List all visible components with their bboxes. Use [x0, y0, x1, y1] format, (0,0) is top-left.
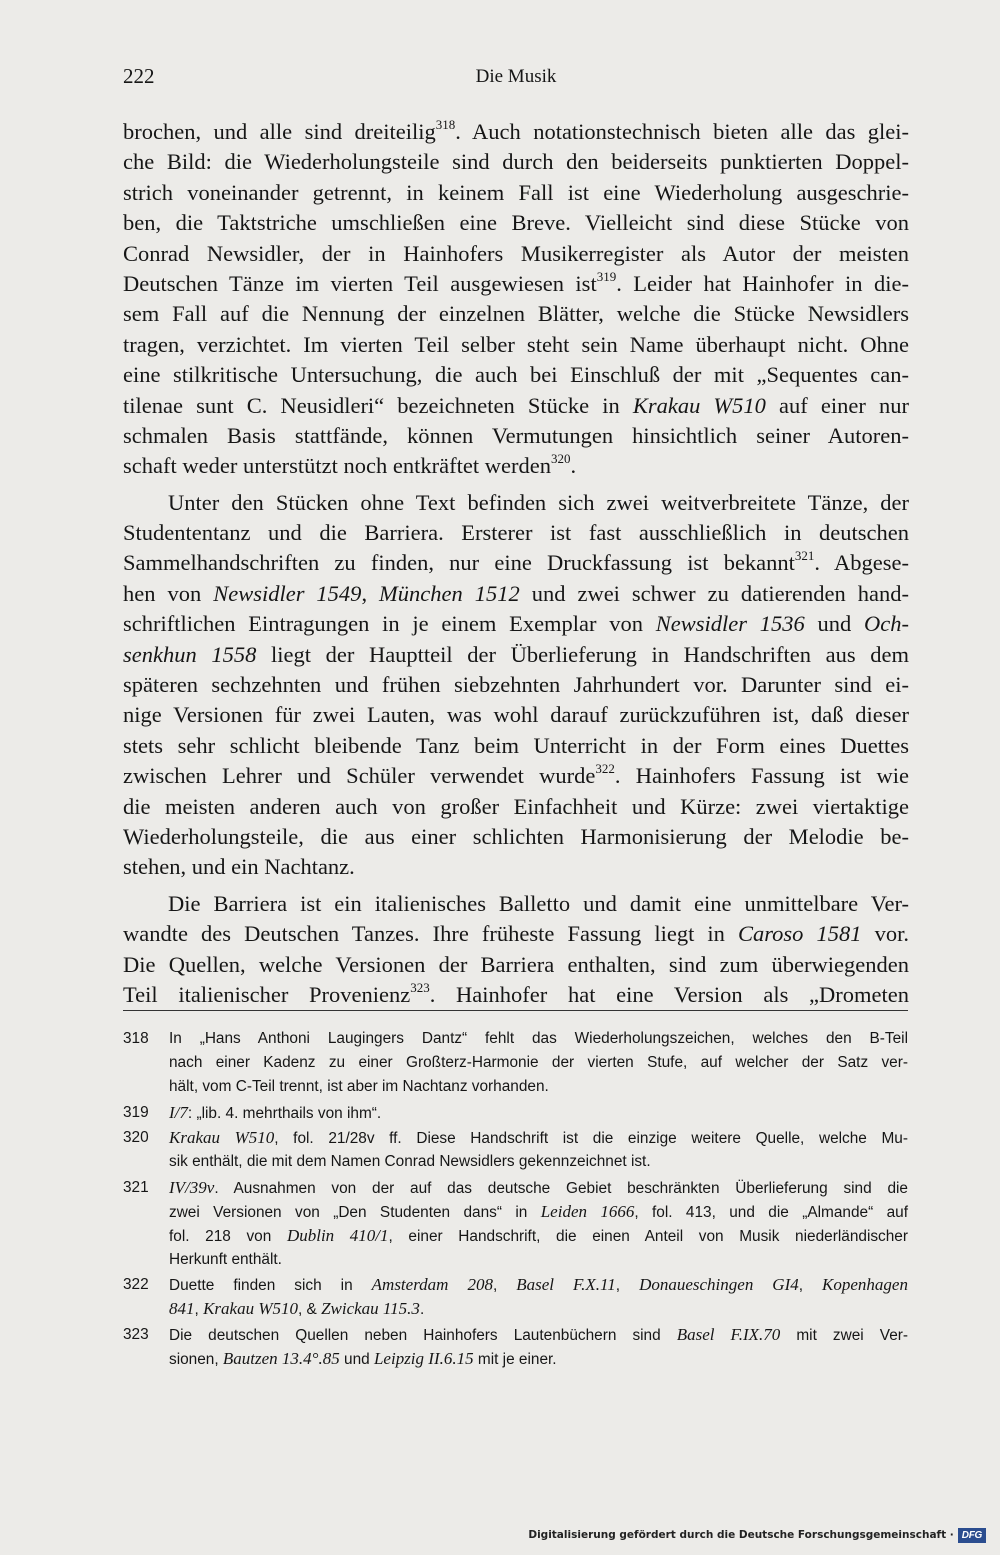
footnote-number: 322 — [123, 1276, 149, 1293]
text-line: sem Fall auf die Nennung der einzelnen Blätter, welche die Stücke Newsidlers — [123, 301, 909, 327]
text-line: Die Barriera ist ein italienisches Balletto und damit eine unmittelbare Ver- — [168, 890, 909, 916]
text-line: eine stilkritische Untersuchung, die auch bei Einschluß der mit „Sequentes can- — [123, 362, 909, 388]
text-line: Unter den Stücken ohne Text befinden sich zwei weitverbreitete Tänze, der — [168, 489, 909, 515]
text-line: Studententanz und die Barriera. Ersterer ist fast ausschließlich in deutschen — [123, 520, 909, 546]
footnote-line: Herkunft enthält. — [169, 1250, 282, 1268]
footnote-line: I/7: „lib. 4. mehrthails von ihm“. — [169, 1102, 382, 1122]
source-title: Newsidler 1549 — [213, 580, 362, 606]
text-line: hen von Newsidler 1549, München 1512 und zwei schwer zu datierenden hand- — [123, 580, 909, 606]
footnote-line: sionen, Bautzen 13.4°.85 und Leipzig II.6.15 mit je einer. — [169, 1348, 557, 1368]
running-head — [123, 64, 909, 98]
text-line: Deutschen Tänze im vierten Teil ausgewiesen ist$^{319}$. Leider hat Hainhofer in die- — [123, 268, 909, 296]
footnote — [123, 1027, 908, 1099]
text-line: schaft weder unterstützt noch entkräftet werden$^{320}$. — [123, 451, 577, 479]
footnote-line: IV/39v. Ausnahmen von der auf das deutsche Gebiet beschränkten Überlieferung sind die — [169, 1177, 908, 1197]
text-line: Sammelhandschriften zu finden, nur eine Druckfassung ist bekannt$^{321}$. Abgese- — [123, 548, 909, 576]
text-line: wandte des Deutschen Tanzes. Ihre früheste Fassung liegt in Caroso 1581 vor. — [123, 921, 909, 947]
source-title: München 1512 — [379, 580, 520, 606]
source-title: Donaueschingen GI4 — [639, 1275, 799, 1294]
text-line: tragen, verzichtet. Im vierten Teil selber steht sein Name überhaupt nicht. Ohne — [123, 331, 909, 357]
text-line: die meisten anderen auch von großer Einfachheit und Kürze: zwei viertaktige — [123, 793, 909, 819]
digitization-credit — [528, 1523, 986, 1547]
source-title: IV/39v — [169, 1177, 215, 1197]
footnotes — [123, 1027, 908, 1372]
source-title: Newsidler 1536 — [655, 611, 805, 637]
text-line: Conrad Newsidler, der in Hainhofers Musikerregister als Autor der meisten — [123, 240, 909, 266]
body-text — [123, 117, 909, 1010]
text-line: tilenae sunt C. Neusidleri“ bezeichneten Stücke in Krakau W510 auf einer nur — [123, 392, 909, 418]
source-title: Amsterdam 208 — [371, 1275, 493, 1294]
footnote — [123, 1101, 908, 1125]
footnote-ref: 320 — [550, 451, 571, 467]
footnote-ref: 321 — [794, 548, 815, 564]
credit-text: Digitalisierung gefördert durch die Deutsche Forschungsgemeinschaft · — [528, 1529, 954, 1541]
text-line: brochen, und alle sind dreiteilig$^{318}$. Auch notationstechnisch bieten alle das glei- — [123, 117, 910, 144]
footnote-line: Duette finden sich in Amsterdam 208, Basel F.X.11, Donaueschingen GI4, Kopenhagen — [169, 1275, 908, 1294]
footnote-line: 841, Krakau W510, & Zwickau 115.3. — [169, 1299, 425, 1318]
footnote-ref: 322 — [595, 761, 615, 777]
text-line: Wiederholungsteile, die aus einer schlichten Harmonisierung der Melodie be- — [123, 823, 909, 849]
footnote — [123, 1323, 908, 1371]
footnote-ref: 323 — [410, 979, 430, 995]
text-line: che Bild: die Wiederholungsteile sind durch den beiderseits punktierten Doppel- — [123, 149, 909, 175]
text-line: Teil italienischer Provenienz$^{323}$. Hainhofer hat eine Version als „Drometen — [123, 979, 909, 1007]
text-line: nige Versionen für zwei Lauten, was wohl darauf zurückzuführen ist, daß dieser — [123, 702, 909, 728]
source-title: Caroso 1581 — [738, 921, 862, 947]
text-line: stets sehr schlicht bleibende Tanz beim Unterricht in der Form eines Duettes — [123, 732, 909, 758]
text-line: ben, die Taktstriche umschließen eine Breve. Vielleicht sind diese Stücke von — [123, 210, 909, 236]
footnote — [123, 1126, 908, 1174]
footnote-line: sik enthält, die mit dem Namen Conrad Newsidlers gekennzeichnet ist. — [169, 1153, 651, 1170]
source-title: 841 — [169, 1299, 195, 1318]
source-title: Krakau W510 — [169, 1128, 275, 1147]
footnote-line: nach einer Kadenz zu einer Großterz-Harmonie der vierten Stufe, auf welcher der Satz ver- — [169, 1054, 908, 1071]
source-title: Basel F.X.11 — [516, 1275, 616, 1294]
footnote-line: Die deutschen Quellen neben Hainhofers Lautenbüchern sind Basel F.IX.70 mit zwei Ver- — [169, 1324, 909, 1344]
source-title: Och- — [864, 611, 909, 637]
text-line: strich voneinander getrennt, in keinem Fall ist eine Wiederholung ausgeschrie- — [123, 179, 909, 205]
source-title: Basel F.IX.70 — [676, 1324, 781, 1344]
source-title: Bautzen 13.4°.85 — [222, 1348, 340, 1368]
text-line: schmalen Basis stattfände, können Vermutungen hinsichtlich seiner Autoren- — [123, 422, 909, 448]
dfg-logo: DFG — [958, 1528, 986, 1543]
footnote-line: hält, vom C-Teil trennt, ist aber im Nachtanz vorhanden. — [169, 1078, 549, 1095]
footnote — [123, 1273, 908, 1321]
text-line: zwischen Lehrer und Schüler verwendet wurde$^{322}$. Hainhofers Fassung ist wie — [123, 761, 909, 789]
source-title: Kopenhagen — [822, 1275, 908, 1294]
source-title: Dublin 410/1 — [286, 1225, 389, 1245]
footnote-line: In „Hans Anthoni Laugingers Dantz“ fehlt das Wiederholungszeichen, welches den B-Teil — [169, 1030, 908, 1047]
footnote-number: 319 — [123, 1103, 149, 1121]
footnote-number: 321 — [123, 1178, 149, 1196]
footnote-ref: 319 — [596, 268, 617, 284]
footnote-line: fol. 218 von Dublin 410/1, einer Handschrift, die einen Anteil von Musik niederländischer — [169, 1225, 908, 1245]
source-title: senkhun 1558 — [123, 641, 257, 667]
source-title: Leipzig II.6.15 — [373, 1348, 474, 1368]
source-title: Krakau W510 — [632, 392, 766, 418]
footnote-ref: 318 — [435, 117, 456, 132]
source-title: I/7 — [169, 1102, 188, 1122]
text-line: senkhun 1558 liegt der Hauptteil der Überlieferung in Handschriften aus dem — [123, 641, 909, 667]
footnote-number: 318 — [123, 1030, 149, 1047]
text-line: späteren sechzehnten und frühen siebzehnten Jahrhundert vor. Darunter sind ei- — [123, 672, 909, 698]
footnote — [123, 1176, 908, 1272]
text-line: schriftlichen Eintragungen in je einem Exemplar von Newsidler 1536 und Och- — [123, 611, 909, 637]
footnote-number: 320 — [123, 1129, 149, 1146]
source-title: Krakau W510 — [203, 1299, 298, 1318]
source-title: Leiden 1666 — [540, 1201, 635, 1221]
footnote-rule — [123, 1010, 908, 1011]
text-line: Die Quellen, welche Versionen der Barriera enthalten, sind zum überwiegenden — [123, 951, 909, 977]
footnote-line: zwei Versionen von „Den Studenten dans“ in Leiden 1666, fol. 413, und die „Almande“ auf — [169, 1201, 908, 1221]
footnote-number: 323 — [123, 1325, 149, 1343]
running-title: Die Musik — [475, 66, 557, 87]
text-line: stehen, und ein Nachtanz. — [123, 854, 355, 880]
footnote-line: Krakau W510, fol. 21/28v ff. Diese Handschrift ist die einzige weitere Quelle, welche Mu- — [169, 1128, 908, 1147]
source-title: Zwickau 115.3 — [321, 1299, 420, 1318]
page-number: 222 — [123, 64, 155, 88]
